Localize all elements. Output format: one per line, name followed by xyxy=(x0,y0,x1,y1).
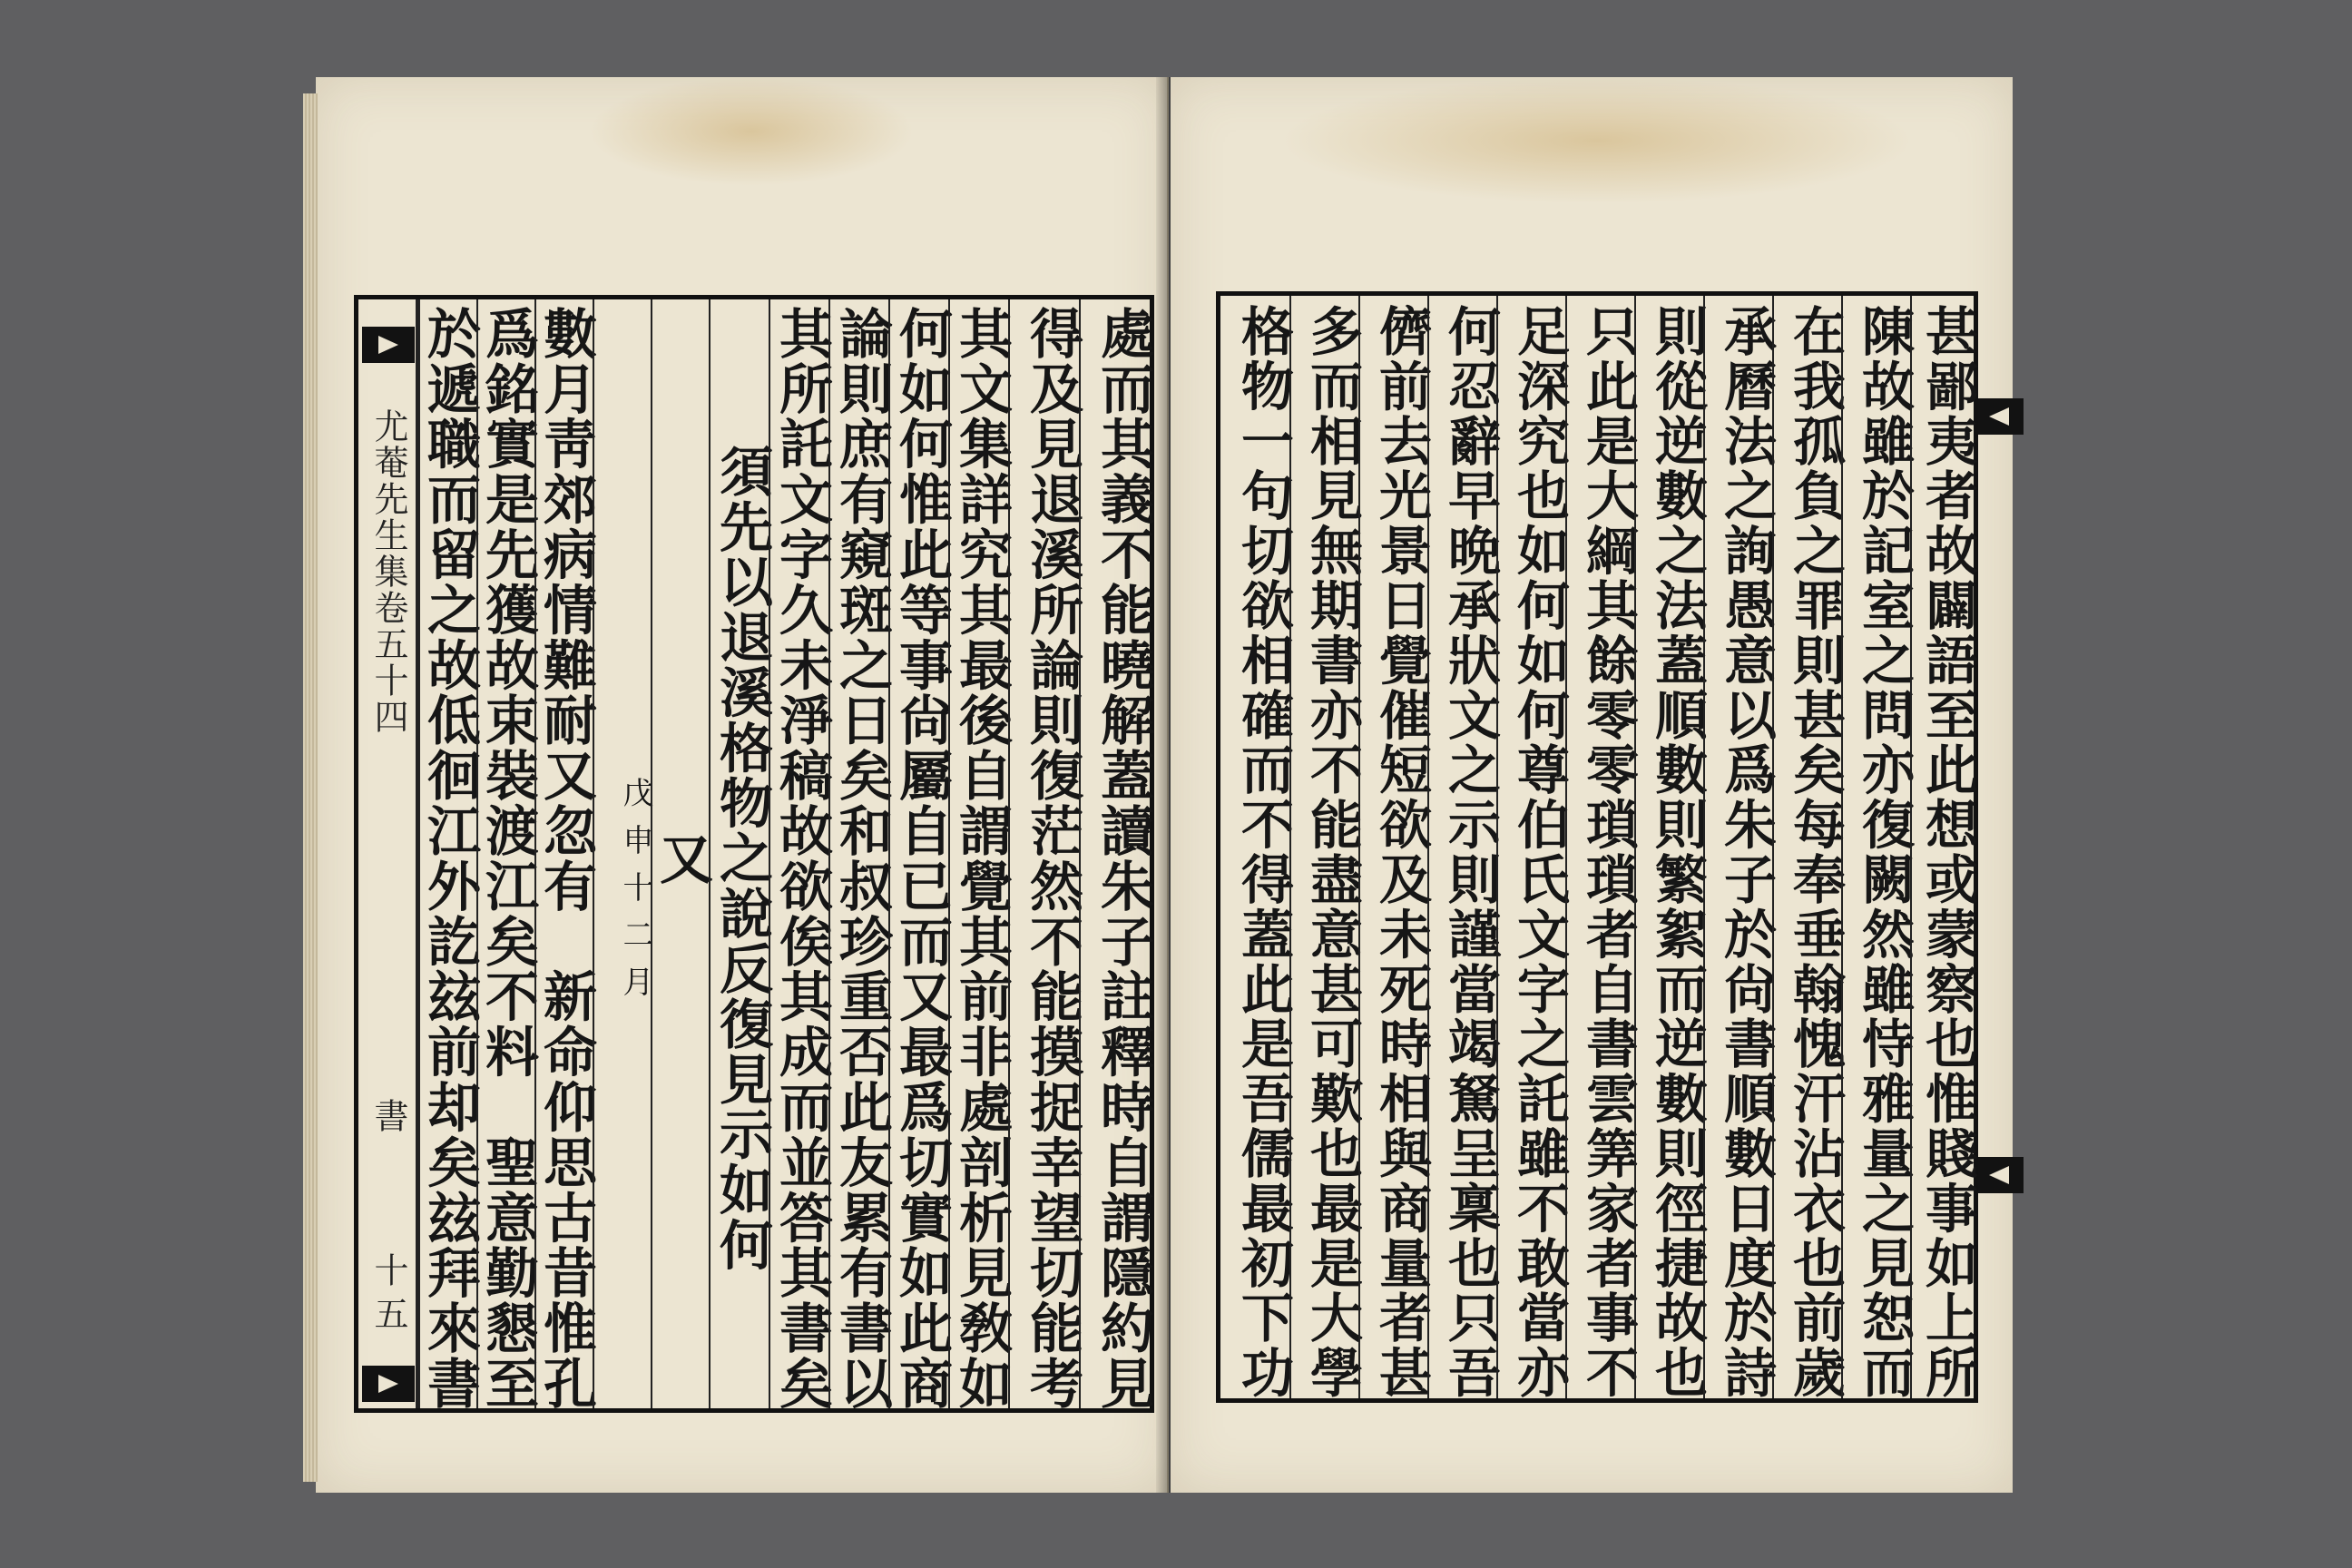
text-column: 承曆法之詢愚意以爲朱子於尙書順數日度於詩 xyxy=(1703,296,1772,1398)
text-column: 於遞職而留之故低徊江外訖玆前却矣玆拜來書 xyxy=(418,299,476,1408)
page-number: 十五 xyxy=(368,1252,408,1339)
water-stain xyxy=(1279,77,1915,204)
open-book xyxy=(316,77,2013,1493)
fish-tail-mark-icon xyxy=(362,327,415,363)
heading-column: 又 xyxy=(651,299,709,1408)
text-column: 足深究也如何如何尊伯氏文字之託雖不敢當亦 xyxy=(1496,296,1565,1398)
text-column: 數月靑郊病情難耐又忽有 新命仰思古昔惟孔 xyxy=(534,299,593,1408)
text-column: 格物一句切欲相確而不得蓋此是吾儒最初下功 xyxy=(1232,303,1294,1400)
text-column: 儕前去光景日覺催短欲及未死時相與商量者甚 xyxy=(1358,296,1427,1398)
text-column: 只此是大綱其餘零零瑣瑣者自書雲筭家者事不 xyxy=(1565,296,1634,1398)
date-column: 戊申十二月 xyxy=(593,299,651,1408)
page-edges xyxy=(303,93,318,1482)
water-stain xyxy=(588,77,915,186)
text-column: 陳故雖於記室之問亦復闕然雖恃雅量之見恕而 xyxy=(1841,296,1910,1398)
left-text-frame xyxy=(354,295,1154,1413)
text-column: 處而其義不能曉解蓋讀朱子註釋時自謂隱約見 xyxy=(1079,299,1150,1408)
banxin-center-column xyxy=(358,299,418,1408)
text-column: 何如何惟此等事尙屬自已而又最爲切實如此商 xyxy=(888,299,948,1408)
section-label: 書 xyxy=(368,1098,408,1132)
fish-tail-mark-icon xyxy=(362,1366,415,1402)
right-page xyxy=(1171,77,2013,1493)
text-column: 爲銘實是先獲故束裝渡江矣不料 聖意勤懇至 xyxy=(476,299,534,1408)
text-column: 其所託文字久未淨稿故欲俟其成而並答其書矣 xyxy=(769,299,828,1408)
text-column: 何忍辭早晩承狀文之示則謹當竭駑呈稟也只吾 xyxy=(1427,296,1496,1398)
text-column: 得及見退溪所論則復茫然不能摸捉幸望切能考 xyxy=(1008,299,1079,1408)
text-column: 在我孤負之罪則甚矣每奉垂翰愧汗沾衣也前歲 xyxy=(1772,296,1841,1398)
text-column: 其文集詳究其最後自謂覺其前非處剖析見敎如 xyxy=(948,299,1008,1408)
text-column: 論則庶有窺斑之日矣和叔珍重否此友累有書以 xyxy=(828,299,888,1408)
text-column: 多而相見無期書亦不能盡意甚可歎也最是大學 xyxy=(1289,296,1358,1398)
text-column: 則從逆數之法蓋順數則繁絮而逆數則徑捷故也 xyxy=(1634,296,1703,1398)
fish-tail-mark-icon xyxy=(1976,1157,2024,1193)
text-column: 甚鄙夷者故闢語至此想或蒙察也惟賤事如上所 xyxy=(1910,296,1974,1398)
text-column: 須先以退溪格物之說反復見示如何 xyxy=(709,299,769,1408)
fish-tail-mark-icon xyxy=(1976,398,2024,435)
right-text-frame xyxy=(1216,291,1978,1403)
left-page xyxy=(316,77,1169,1493)
collection-title: 尤菴先生集卷五十四 xyxy=(368,408,408,735)
